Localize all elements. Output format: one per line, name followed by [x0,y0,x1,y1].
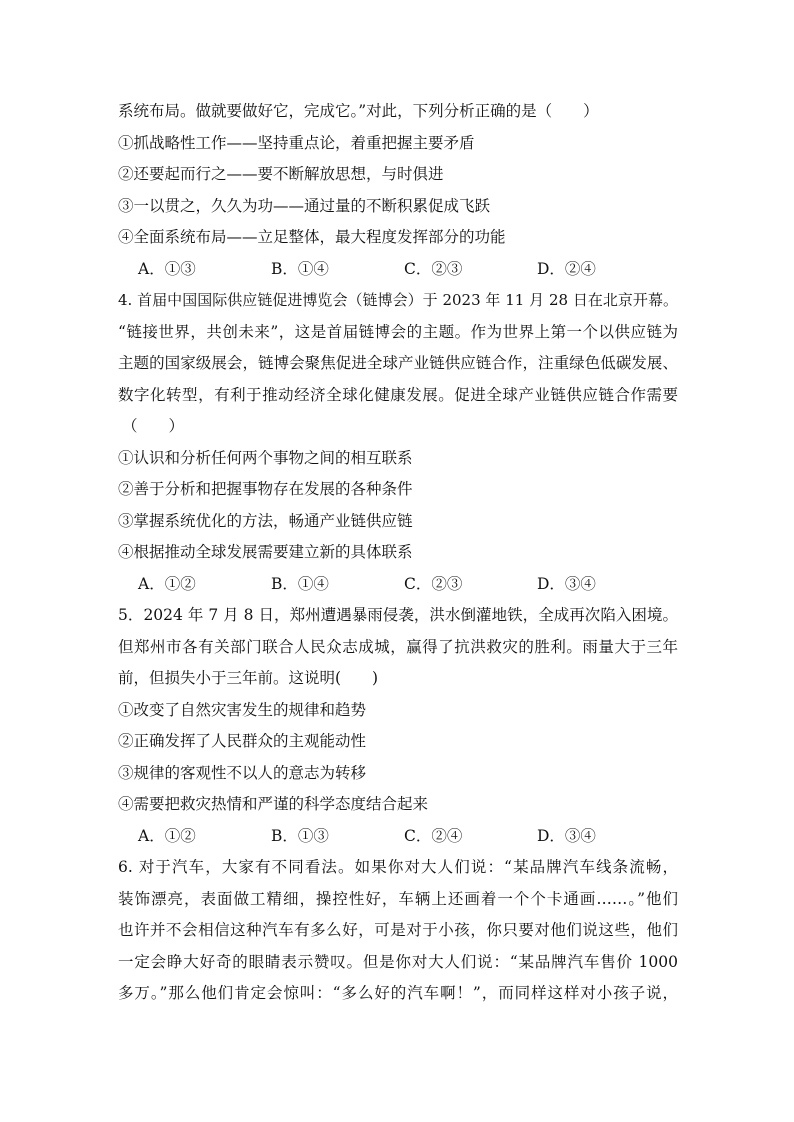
document-page [118,96,678,1010]
statement-1: ①抓战略性工作——坚持重点论，着重把握主要矛盾 [118,133,475,152]
question-stem-line: 装饰漂亮，表面做工精细，操控性好，车辆上还画着一个个卡通画……。”他们 [118,889,678,908]
option-b: B．①③ [271,826,329,845]
statement-3: ③掌握系统优化的方法，畅通产业链供应链 [118,511,413,530]
option-b: B．①④ [271,259,329,278]
option-c: C．②③ [404,574,463,593]
question-stem-line: 4. 首届中国国际供应链促进博览会（链博会）于 2023 年 11 月 28 日在北京开幕。 [118,291,678,309]
option-b: B．①④ [271,574,329,593]
question-stem-line: 数字化转型，有利于推动经济全球化健康发展。促进全球产业链供应链合作需要 [118,385,678,404]
statement-4: ④需要把救灾热情和严谨的科学态度结合起来 [118,795,429,813]
option-d: D．②④ [537,259,596,278]
option-a: A．①② [138,826,196,845]
option-d: D．③④ [537,574,596,593]
statement-2: ②善于分析和把握事物存在发展的各种条件 [118,480,413,498]
option-a: A．①② [138,574,196,593]
option-c: C．②④ [404,826,463,845]
option-c: C．②③ [404,259,463,278]
answer-blank: （ ） [122,417,185,435]
question-stem-line: 5．2024 年 7 月 8 日，郑州遭遇暴雨侵袭，洪水倒灌地铁，全成再次陷入困境。 [118,606,678,624]
statement-4: ④根据推动全球发展需要建立新的具体联系 [118,543,413,561]
question-stem-line: 一定会睁大好奇的眼睛表示赞叹。但是你对大人们说：“某品牌汽车售价 1000 [118,952,678,971]
question-stem-line: 但郑州市各有关部门联合人民众志成城，赢得了抗洪救灾的胜利。雨量大于三年 [118,637,678,656]
answer-options [118,569,678,601]
question-6 [118,852,678,1010]
option-a: A．①③ [138,259,196,278]
statement-3: ③规律的客观性不以人的意志为转移 [118,763,367,782]
statement-3: ③一以贯之，久久为功——通过量的不断积累促成飞跃 [118,196,491,215]
question-stem-line: 6. 对于汽车，大家有不同看法。如果你对大人们说：“某品牌汽车线条流畅， [118,858,678,876]
answer-options [118,254,678,286]
question-stem-line: 前，但损失小于三年前。这说明( ) [118,669,379,687]
question-stem-line: 也许并不会相信这种汽车有多么好，可是对于小孩，你只要对他们说这些，他们 [118,921,678,939]
question-stem: 系统布局。做就要做好它，完成它。”对此，下列分析正确的是（ ） [118,102,599,120]
question-stem-line: “链接世界，共创未来”，这是首届链博会的主题。作为世界上第一个以供应链为 [118,322,678,341]
option-d: D．③④ [537,826,596,845]
question-4 [118,285,678,600]
answer-options [118,821,678,853]
question-5 [118,600,678,852]
statement-2: ②还要起而行之——要不断解放思想，与时俱进 [118,165,444,183]
statement-2: ②正确发挥了人民群众的主观能动性 [118,732,367,750]
question-stem-line: 主题的国家级展会，链博会聚焦促进全球产业链供应链合作，注重绿色低碳发展、 [118,354,678,372]
question-stem-line: 多万。”那么他们肯定会惊叫：“多么好的汽车啊！”，而同样这样对小孩子说， [118,984,678,1002]
question-3 [118,96,678,285]
statement-1: ①认识和分析任何两个事物之间的相互联系 [118,448,413,467]
statement-1: ①改变了自然灾害发生的规律和趋势 [118,700,367,719]
statement-4: ④全面系统布局——立足整体，最大程度发挥部分的功能 [118,228,506,246]
